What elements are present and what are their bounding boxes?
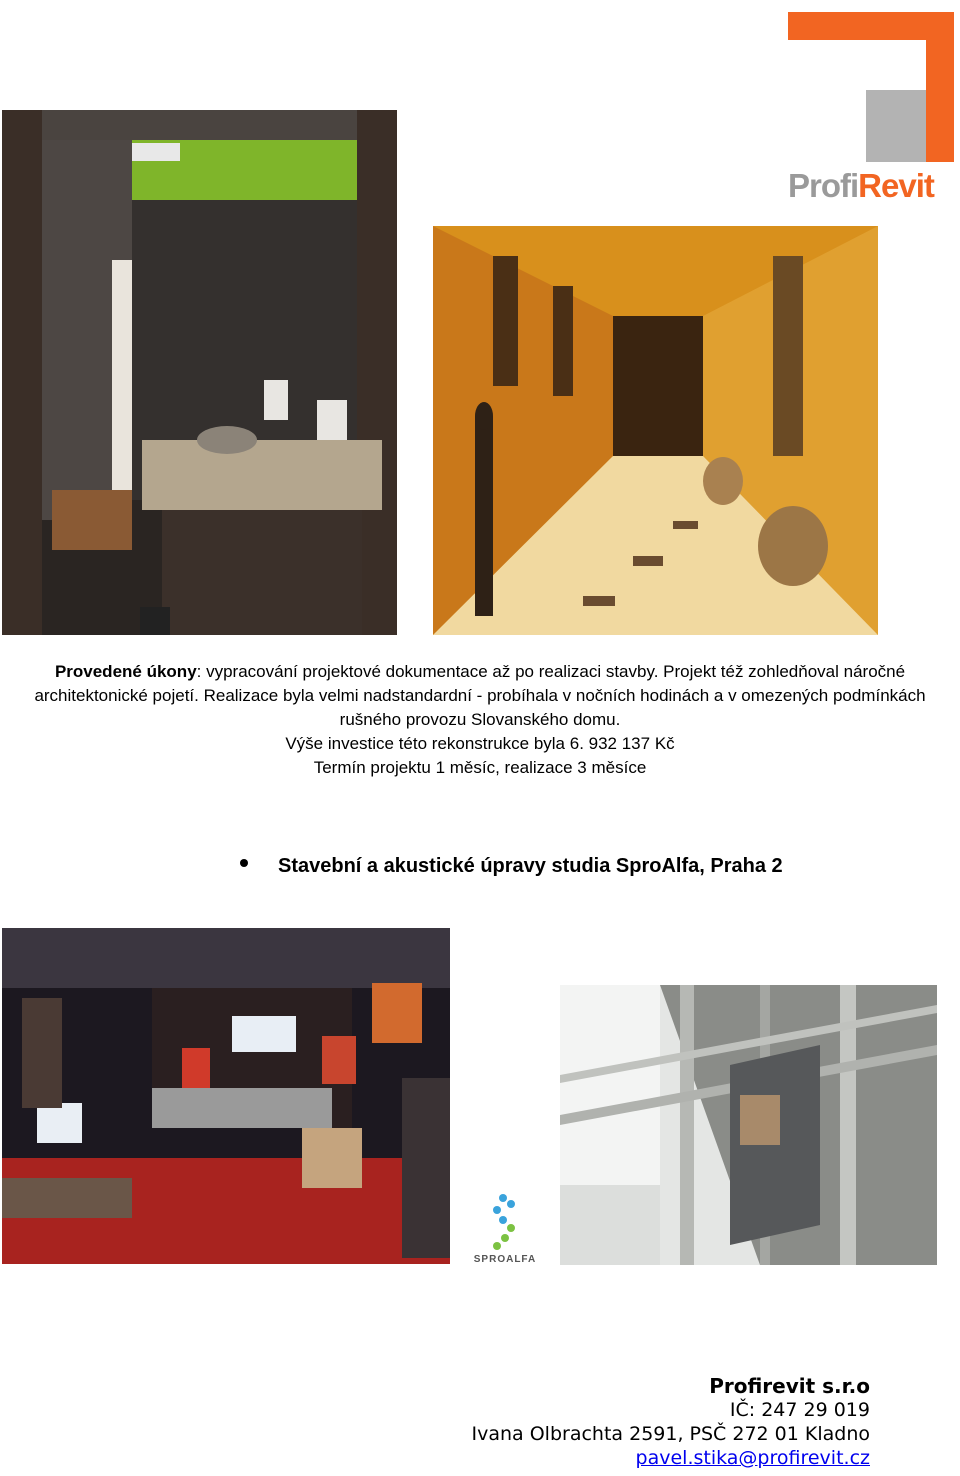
description-lead: Provedené úkony xyxy=(54,662,197,681)
logo-grey-block xyxy=(866,90,926,162)
photo-studio xyxy=(2,928,450,1264)
investment-line: Výše investice této rekonstrukce byla 6. 932 137 Kč xyxy=(285,734,675,753)
description-paragraph xyxy=(20,660,940,732)
footer-ico: IČ: 247 29 019 xyxy=(729,1399,870,1421)
sproalfa-logo xyxy=(463,1190,547,1270)
schedule-line: Termín projektu 1 měsíc, realizace 3 měsíce xyxy=(313,758,647,777)
description-text: : vypracování projektové dokumentace až po realizaci stavby. Projekt též zohledňoval náročné architektonické pojetí. Realizace byla velmi nadstandardní - probíhala v nočních hodinách a v omezených podmínkách rušného provozu Slovanského domu. xyxy=(34,662,926,729)
photo-corridor xyxy=(433,226,878,635)
bullet-icon xyxy=(240,859,248,867)
photo-bathroom xyxy=(2,110,397,635)
footer-email-link[interactable]: pavel.stika@profirevit.cz xyxy=(635,1447,870,1469)
sproalfa-wordmark: SPROALFA xyxy=(473,1254,537,1265)
profirevit-logo xyxy=(788,12,954,208)
logo-text-revit: Revit xyxy=(858,167,934,204)
logo-orange-side xyxy=(926,12,954,162)
logo-text-profi: Profi xyxy=(788,167,859,204)
project-description xyxy=(20,660,940,780)
photo-construction xyxy=(560,985,937,1265)
footer-address: Ivana Olbrachta 2591, PSČ 272 01 Kladno xyxy=(471,1423,870,1445)
logo-wordmark xyxy=(788,164,954,208)
footer-company: Profirevit s.r.o xyxy=(709,1374,870,1398)
section-heading: Stavební a akustické úpravy studia SproAlfa, Praha 2 xyxy=(278,855,783,877)
company-footer xyxy=(472,1374,870,1470)
